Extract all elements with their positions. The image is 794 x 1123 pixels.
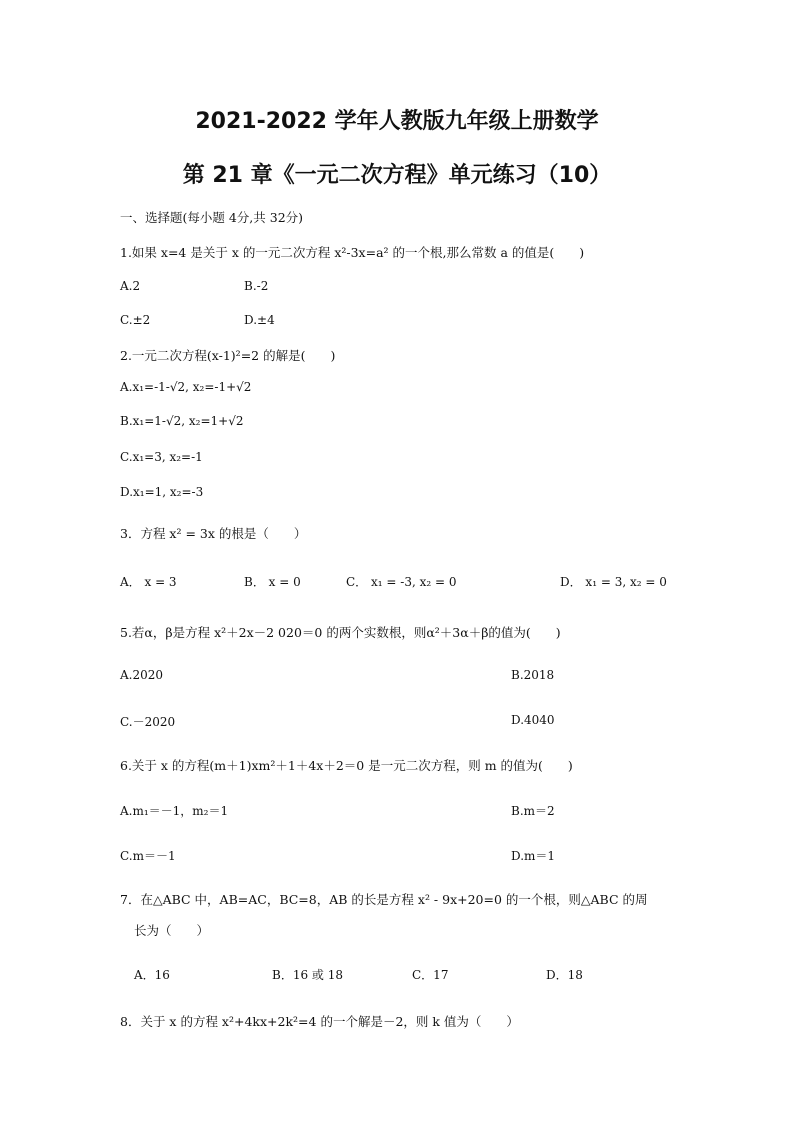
- q3-option-c: C． x₁ = -3, x₂ = 0: [346, 575, 457, 589]
- q1-option-a: A.2: [120, 279, 141, 293]
- question-6: 6.关于 x 的方程(m＋1)xm²＋1＋4x＋2＝0 是一元二次方程，则 m 的值为( ): [120, 758, 573, 773]
- page-title: 2021-2022 学年人教版九年级上册数学: [195, 109, 599, 134]
- q1-option-d: D.±4: [244, 313, 275, 327]
- q7-option-c: C．17: [412, 968, 449, 982]
- q6-option-c: C.m＝－1: [120, 849, 176, 863]
- question-3: 3．方程 x² = 3x 的根是（ ）: [120, 526, 307, 541]
- q7-option-a: A．16: [134, 968, 170, 982]
- q5-option-a: A.2020: [120, 668, 164, 682]
- q1-option-b: B.-2: [244, 279, 269, 293]
- q6-option-b: B.m＝2: [511, 804, 555, 818]
- question-8: 8．关于 x 的方程 x²+4kx+2k²=4 的一个解是－2，则 k 值为（ ）: [120, 1014, 519, 1029]
- q5-option-d: D.4040: [511, 713, 555, 727]
- q6-option-a: A.m₁＝－1，m₂＝1: [120, 804, 229, 818]
- q6-option-d: D.m＝1: [511, 849, 556, 863]
- q3-option-b: B． x = 0: [244, 575, 301, 589]
- section-heading: 一、选择题(每小题 4分,共 32分): [120, 210, 304, 225]
- question-2: 2.一元二次方程(x-1)²=2 的解是( ): [120, 348, 336, 363]
- q7-option-b: B．16 或 18: [272, 968, 343, 982]
- q2-option-c: C.x₁=3, x₂=-1: [120, 450, 203, 464]
- page-subtitle: 第 21 章《一元二次方程》单元练习（10）: [182, 163, 612, 188]
- q3-option-a: A． x = 3: [120, 575, 177, 589]
- q5-option-c: C.－2020: [120, 715, 176, 729]
- question-7: 7．在△ABC 中，AB=AC，BC=8，AB 的长是方程 x² - 9x+20=0 的一个根，则△ABC 的周: [120, 892, 648, 907]
- q2-option-d: D.x₁=1, x₂=-3: [120, 485, 204, 499]
- question-5: 5.若α，β是方程 x²＋2x－2 020＝0 的两个实数根，则α²＋3α＋β的值为( ): [120, 625, 561, 640]
- q3-option-d: D． x₁ = 3, x₂ = 0: [560, 575, 667, 589]
- question-7-cont: 长为（ ）: [134, 923, 210, 938]
- q1-option-c: C.±2: [120, 313, 151, 327]
- question-1: 1.如果 x=4 是关于 x 的一元二次方程 x²-3x=a² 的一个根,那么常数 a 的值是( ): [120, 245, 585, 260]
- q5-option-b: B.2018: [511, 668, 555, 682]
- q2-option-b: B.x₁=1-√2, x₂=1+√2: [120, 414, 244, 428]
- q2-option-a: A.x₁=-1-√2, x₂=-1+√2: [120, 380, 252, 394]
- q7-option-d: D．18: [546, 968, 583, 982]
